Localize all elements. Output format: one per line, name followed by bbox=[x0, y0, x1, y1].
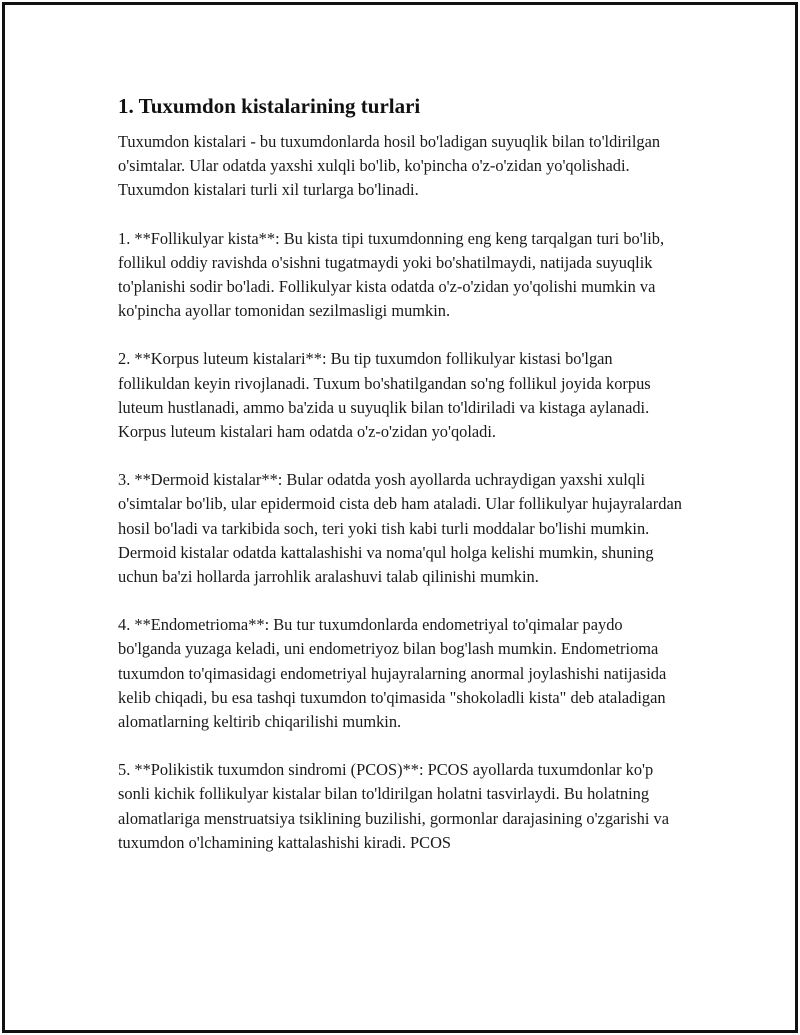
paragraph-pcos: 5. **Polikistik tuxumdon sindromi (PCOS)**: PCOS ayollarda tuxumdonlar ko'p sonli kichik follikulyar kistalar bilan to'ldirilgan holatni tasvirlaydi. Bu holatning alomatlariga menstruatsiya tsiklining buzilishi, gormonlar darajasining o'zgarishi va tuxumdon o'lchamining kattalashishi kiradi. PCOS bbox=[118, 760, 669, 852]
paragraph-endometrioma: 4. **Endometrioma**: Bu tur tuxumdonlarda endometriyal to'qimalar paydo bo'lganda yuzaga keladi, uni endometriyoz bilan bog'lash mumkin. Endometrioma tuxumdon to'qimasidagi endometriyal hujayralarning anormal joylashishi natijasida kelib chiqadi, bu esa tashqi tuxumdon to'qimasida "shokoladli kista" deb ataladigan alomatlarning keltirib chiqarilishi mumkin. bbox=[118, 615, 667, 732]
paragraph-korpus-luteum: 2. **Korpus luteum kistalari**: Bu tip tuxumdon follikulyar kistasi bo'lgan follikuldan keyin rivojlanadi. Tuxum bo'shatilgandan so'ng follikul joyida korpus luteum hustlanadi, ammo ba'zida u suyuqlik bilan to'ldiriladi va kistaga aylanadi. Korpus luteum kistalari ham odatda o'z-o'zidan yo'qoladi. bbox=[118, 349, 651, 442]
paragraph-dermoid-kistalar: 3. **Dermoid kistalar**: Bular odatda yosh ayollarda uchraydigan yaxshi xulqli o'simtalar bo'lib, ular epidermoid cista deb ham ataladi. Ular follikulyar hujayralardan hosil bo'ladi va tarkibida soch, teri yoki tish kabi turli moddalar bo'lishi mumkin. Dermoid kistalar odatda kattalashishi va noma'qul holga kelishi mumkin, shuning uchun ba'zi hollarda jarrohlik aralashuvi talab qilinishi mumkin. bbox=[118, 470, 682, 587]
document-title: 1. Tuxumdon kistalarining turlari bbox=[118, 94, 421, 118]
intro-paragraph: Tuxumdon kistalari - bu tuxumdonlarda hosil bo'ladigan suyuqlik bilan to'ldirilgan o'simtalar. Ular odatda yaxshi xulqli bo'lib, ko'pincha o'z-o'zidan yo'qolishadi. Tuxumdon kistalari turli xil turlarga bo'linadi. bbox=[118, 132, 661, 200]
paragraph-follikulyar-kista: 1. **Follikulyar kista**: Bu kista tipi tuxumdonning eng keng tarqalgan turi bo'lib, follikul oddiy ravishda o'sishni tugatmaydi yoki bo'shatilmaydi, natijada suyuqlik to'planishi sodir bo'ladi. Follikulyar kista odatda o'z-o'zidan yo'qolishi mumkin va ko'pincha ayollar tomonidan sezilmasligi mumkin. bbox=[118, 228, 665, 321]
document-body bbox=[118, 92, 688, 879]
